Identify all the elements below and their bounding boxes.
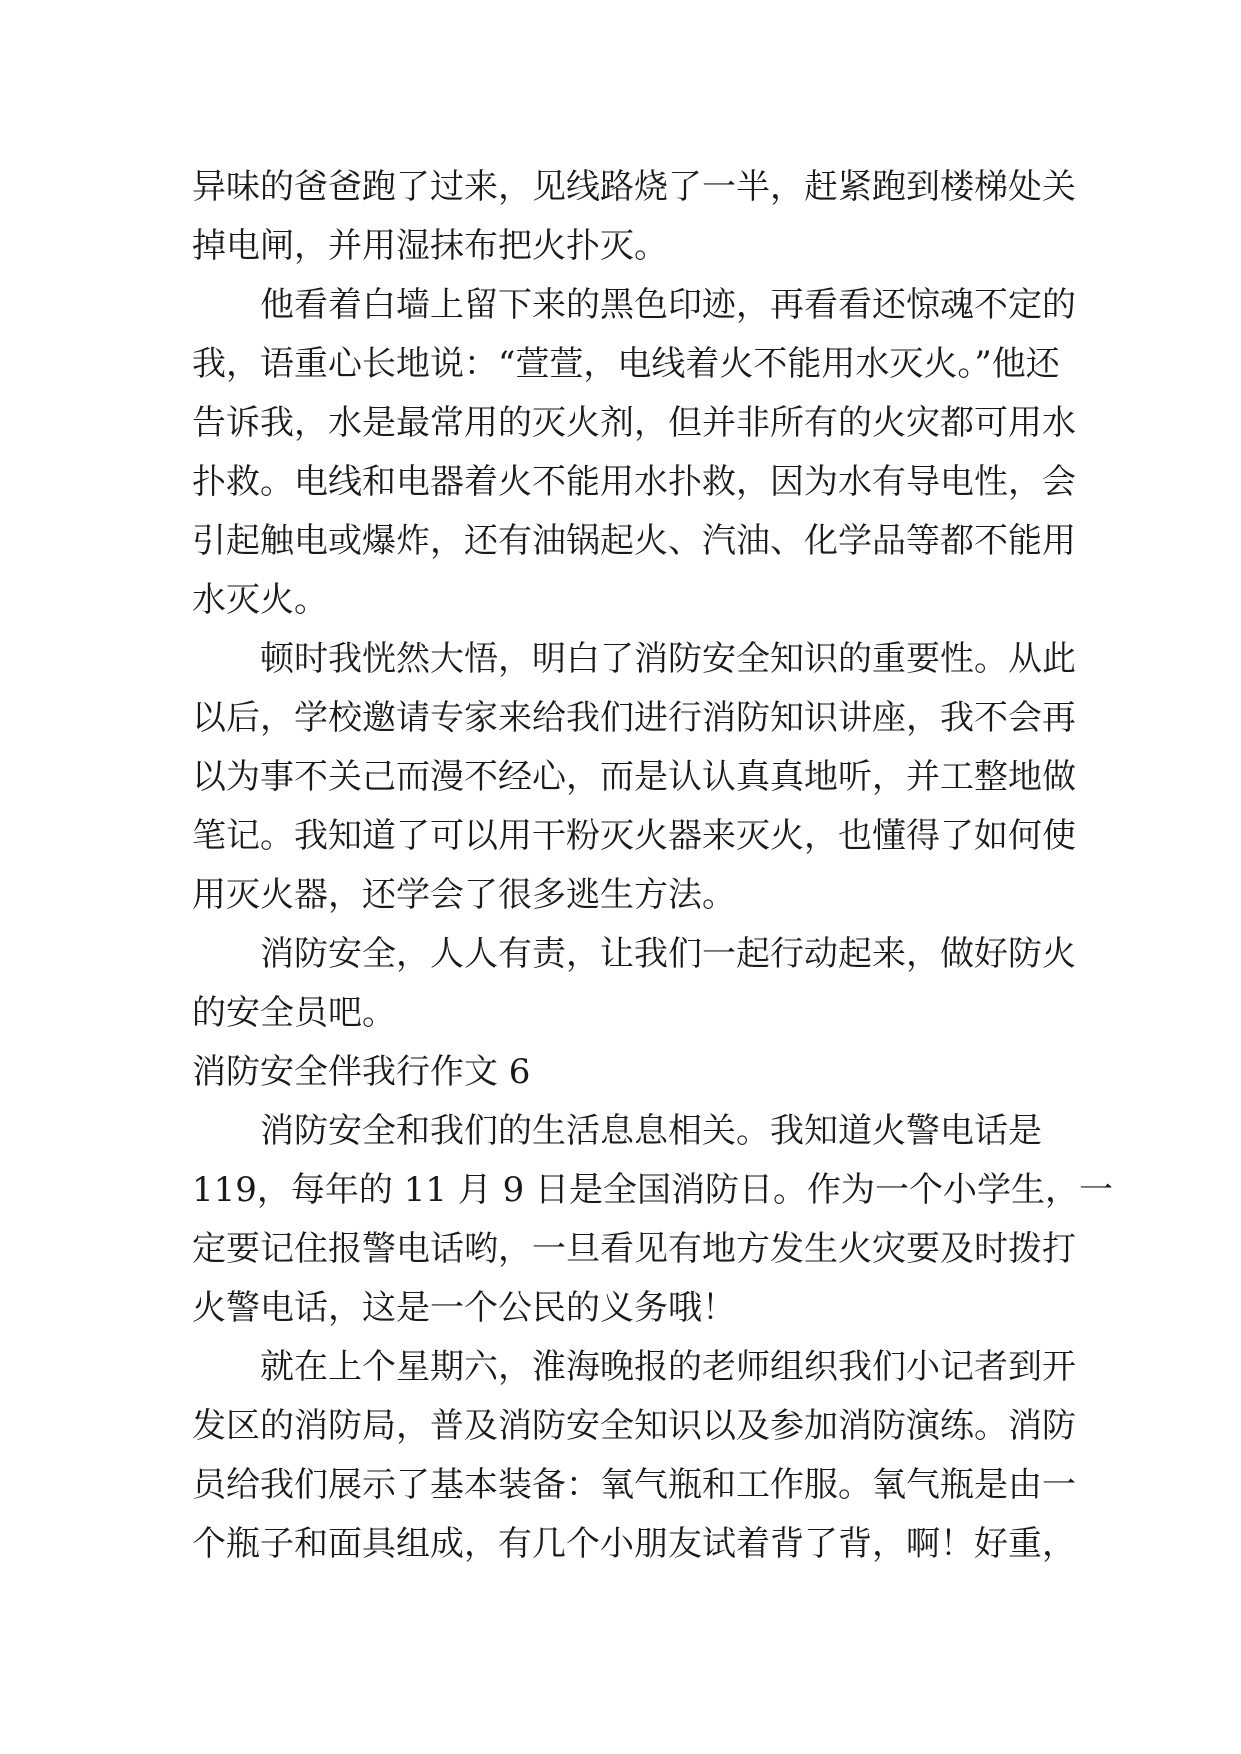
text-line: 员给我们展示了基本装备：氧气瓶和工作服。氧气瓶是由一	[192, 1465, 1076, 1505]
text-line: 水灭火。	[192, 580, 328, 620]
text-line: 消防安全伴我行作文 6	[192, 1052, 531, 1092]
text-line: 引起触电或爆炸，还有油锅起火、汽油、化学品等都不能用	[192, 521, 1076, 561]
text-line: 火警电话，这是一个公民的义务哦！	[192, 1288, 736, 1328]
text-line: 119，每年的 11 月 9 日是全国消防日。作为一个小学生，一	[192, 1170, 1114, 1210]
text-line: 以后，学校邀请专家来给我们进行消防知识讲座，我不会再	[192, 698, 1076, 738]
paragraph-first-line: 就在上个星期六，淮海晚报的老师组织我们小记者到开	[260, 1347, 1076, 1387]
paragraph-first-line: 消防安全，人人有责，让我们一起行动起来，做好防火	[260, 934, 1076, 974]
paragraph-first-line: 他看着白墙上留下来的黑色印迹，再看看还惊魂不定的	[260, 285, 1076, 325]
text-line: 以为事不关己而漫不经心，而是认认真真地听，并工整地做	[192, 757, 1076, 797]
body-text	[192, 158, 1114, 1574]
text-line: 笔记。我知道了可以用干粉灭火器来灭火，也懂得了如何使	[192, 816, 1076, 856]
paragraph-first-line: 顿时我恍然大悟，明白了消防安全知识的重要性。从此	[260, 639, 1076, 679]
text-line: 用灭火器，还学会了很多逃生方法。	[192, 875, 736, 915]
text-line: 异味的爸爸跑了过来，见线路烧了一半，赶紧跑到楼梯处关	[192, 167, 1076, 207]
text-line: 掉电闸，并用湿抹布把火扑灭。	[192, 226, 668, 266]
text-line: 扑救。电线和电器着火不能用水扑救，因为水有导电性，会	[192, 462, 1076, 502]
paragraph-first-line: 消防安全和我们的生活息息相关。我知道火警电话是	[260, 1111, 1042, 1151]
text-line: 我，语重心长地说：“萱萱，电线着火不能用水灭火。”他还	[192, 344, 1060, 384]
text-line: 个瓶子和面具组成，有几个小朋友试着背了背，啊！好重，	[192, 1524, 1076, 1564]
text-line: 告诉我，水是最常用的灭火剂，但并非所有的火灾都可用水	[192, 403, 1076, 443]
text-line: 定要记住报警电话哟，一旦看见有地方发生火灾要及时拨打	[192, 1229, 1076, 1269]
text-line: 的安全员吧。	[192, 993, 396, 1033]
text-line: 发区的消防局，普及消防安全知识以及参加消防演练。消防	[192, 1406, 1076, 1446]
